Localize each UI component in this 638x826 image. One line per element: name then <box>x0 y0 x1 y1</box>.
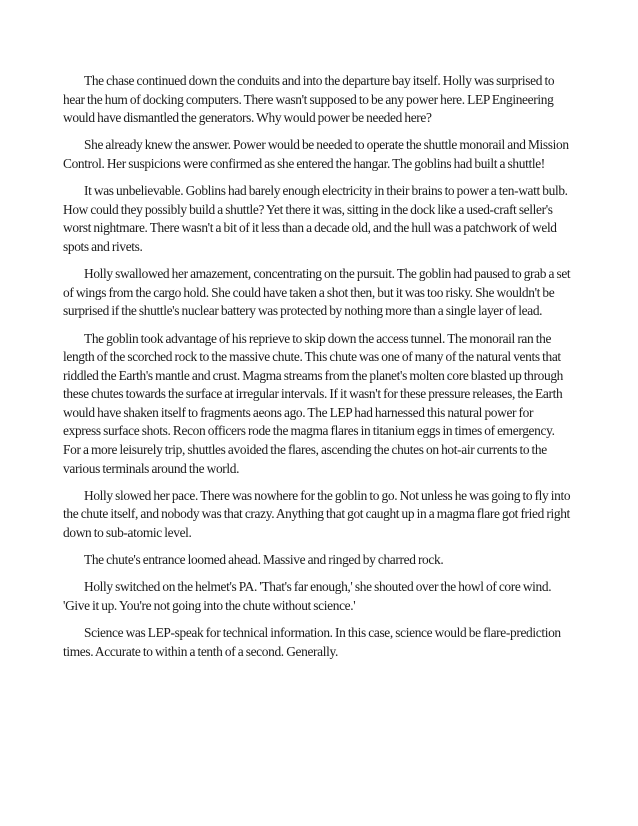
paragraph-3: It was unbelievable. Goblins had barely enough electricity in their brains to power a ten-watt bulb. How could they possibly build a shuttle? Yet there it was, sitting in the dock like a used-craft seller's worst nightmare. There wasn't a bit of it less than a decade old, and the hull was a patchwork of weld spots and rivets. <box>63 183 568 254</box>
paragraph-1: The chase continued down the conduits and into the departure bay itself. Holly was surprised to hear the hum of docking computers. There wasn't supposed to be any power here. LEP Engineering would have dismantled the generators. Why would power be needed here? <box>63 73 555 126</box>
paragraph-7: The chute's entrance loomed ahead. Massive and ringed by charred rock. <box>84 552 444 568</box>
paragraph-6: Holly slowed her pace. There was nowhere for the goblin to go. Not unless he was going to fly into the chute itself, and nobody was that crazy. Anything that got caught up in a magma flare got fried right down to sub-atomic level. <box>63 487 571 541</box>
paragraph-4: Holly swallowed her amazement, concentrating on the pursuit. The goblin had paused to grab a set of wings from the cargo hold. She could have taken a shot then, but it was too risky. She wouldn't be surprised if the shuttle's nuclear battery was protected by nothing more than a single layer of lead. <box>63 266 571 319</box>
document-page <box>63 72 571 670</box>
paragraph-8: Holly switched on the helmet's PA. 'That's far enough,' she shouted over the howl of core wind. 'Give it up. You're not going into the chute without science.' <box>63 579 552 613</box>
paragraph-5: The goblin took advantage of his reprieve to skip down the access tunnel. The monorail ran the length of the scorched rock to the massive chute. This chute was one of many of the natural vents that riddled the Earth's mantle and crust. Magma streams from the planet's molten core blasted up through these chutes towards the surface at irregular intervals. If it wasn't for these pressure releases, the Earth would have shaken itself to fragments aeons ago. The LEP had harnessed this natural power for express surface shots. Recon officers rode the magma flares in titanium eggs in times of emergency. For a more leisurely trip, shuttles avoided the flares, ascending the chutes on hot-air currents to the various terminals around the world. <box>63 330 564 476</box>
paragraph-2: She already knew the answer. Power would be needed to operate the shuttle monorail and Mission Control. Her suspicions were confirmed as she entered the hangar. The goblins had built a shuttle! <box>63 137 569 171</box>
paragraph-9: Science was LEP-speak for technical information. In this case, science would be flare-prediction times. Accurate to within a tenth of a second. Generally. <box>63 625 561 659</box>
